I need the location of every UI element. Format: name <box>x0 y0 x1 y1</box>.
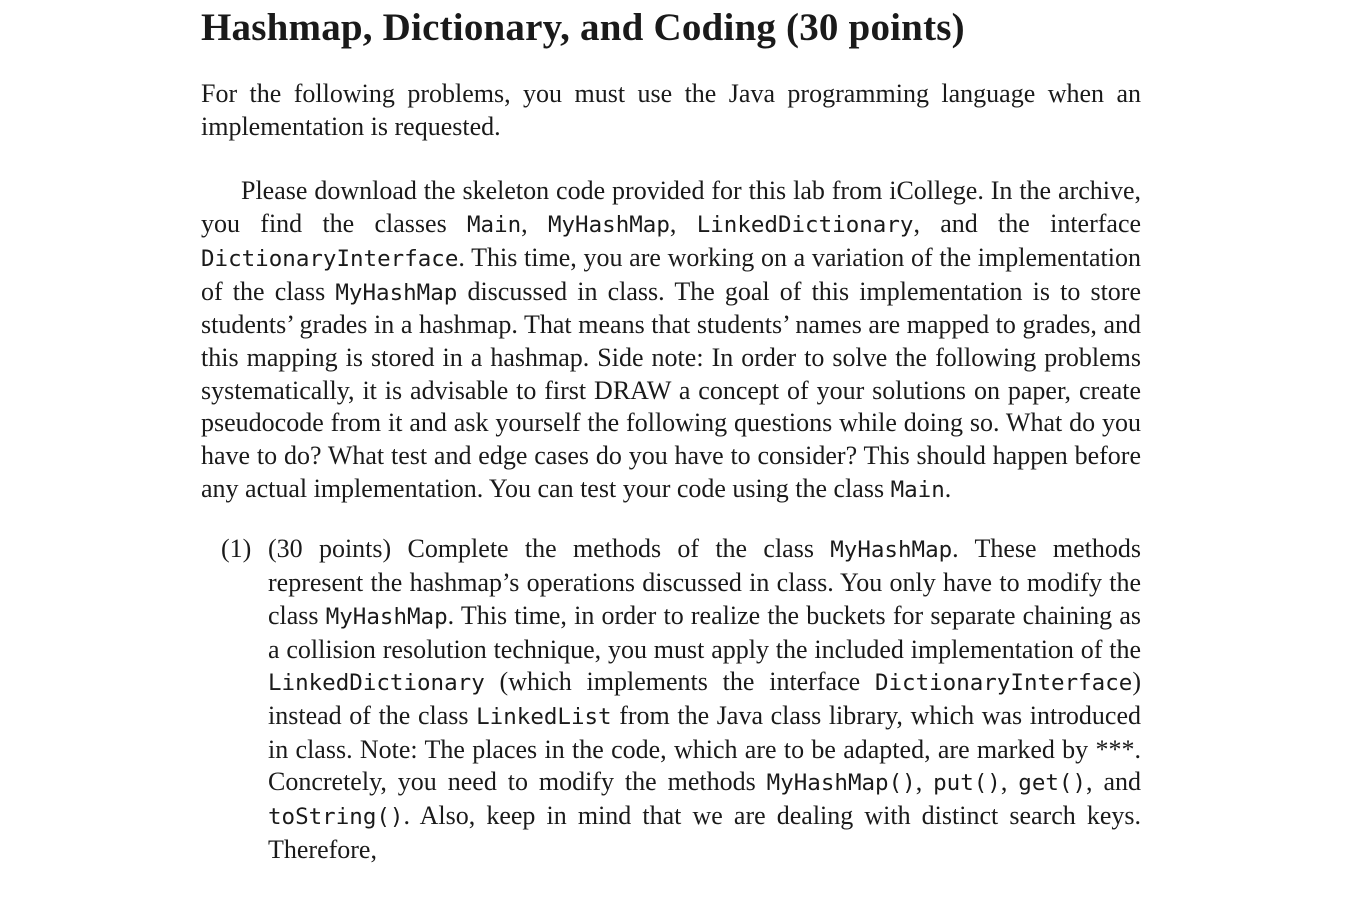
class-name-linkeddictionary: LinkedDictionary <box>696 212 914 239</box>
para-text: . <box>944 473 952 503</box>
problem-text-part: . These methods represent the hashmap’s operations discussed in class. You only have to modify the class <box>268 534 1141 630</box>
problem-text-part: . This time, in order to realize the buckets for separate chaining as a collision resolution technique, you must apply the included implementation of the <box>268 600 1141 664</box>
problem-text-part: , <box>1000 767 1019 797</box>
problem-text-part: from the Java class library, which was introduced in class. Note: The places in the code, which are to be adapted, are marked by ***. Concretely, you need to modify the methods <box>268 700 1141 797</box>
problem-text-part: , <box>915 767 934 797</box>
class-name-myhashmap: MyHashMap <box>830 537 953 564</box>
section-title: Hashmap, Dictionary, and Coding (30 points) <box>201 6 965 49</box>
problem-text-part: , and <box>1086 767 1142 797</box>
document-page <box>201 0 1141 866</box>
interface-name-dictionaryinterface: DictionaryInterface <box>201 245 459 272</box>
class-name-linkeddictionary: LinkedDictionary <box>268 670 485 697</box>
para-text: , <box>521 209 548 239</box>
problem-text-part: ) instead of the class <box>268 667 1141 730</box>
para-text: . This time, you are working on a variation of the implementation of the class <box>201 242 1141 306</box>
para-text: , and the interface <box>913 209 1142 239</box>
method-name-put: put() <box>933 770 1001 797</box>
problem-text-part: (which implements the interface <box>484 667 875 697</box>
class-name-main: Main <box>466 212 522 239</box>
intro-paragraph: For the following problems, you must use the Java programming language when an implementation is requested. <box>201 79 1141 141</box>
class-name-linkedlist: LinkedList <box>476 703 612 730</box>
class-name-myhashmap: MyHashMap <box>325 603 448 630</box>
para-text: Please download the skeleton code provided for this lab from iCollege. In the archive, you find the classes <box>201 176 1141 239</box>
para-text: , <box>669 209 697 239</box>
problem-text-part: (30 points) Complete the methods of the class <box>268 534 831 564</box>
problem-number: (1) <box>221 534 252 564</box>
problem-item <box>201 533 1141 866</box>
class-name-myhashmap: MyHashMap <box>547 212 670 239</box>
instructions-paragraph <box>201 175 1141 506</box>
interface-name-dictionaryinterface: DictionaryInterface <box>874 670 1133 697</box>
method-name-tostring: toString() <box>268 804 404 831</box>
class-name-main: Main <box>890 476 945 503</box>
para-text: discussed in class. The goal of this implementation is to store students’ grades in a hashmap. That means that students’ names are mapped to grades, and this mapping is stored in a hashmap. Side note: In order to solve the following problems systematically, it is advisable to first DRAW a concept of your solutions on paper, create pseudocode from it and ask yourself the following questions while doing so. What do you have to do? What test and edge cases do you have to consider? This should happen before any actual implementation. You can test your code using the class <box>201 276 1141 503</box>
method-name-constructor: MyHashMap() <box>766 770 916 797</box>
problem-text-part: . Also, keep in mind that we are dealing with distinct search keys. Therefore, <box>268 801 1141 864</box>
class-name-myhashmap: MyHashMap <box>335 279 458 306</box>
problem-text <box>268 533 1141 866</box>
method-name-get: get() <box>1018 770 1087 797</box>
